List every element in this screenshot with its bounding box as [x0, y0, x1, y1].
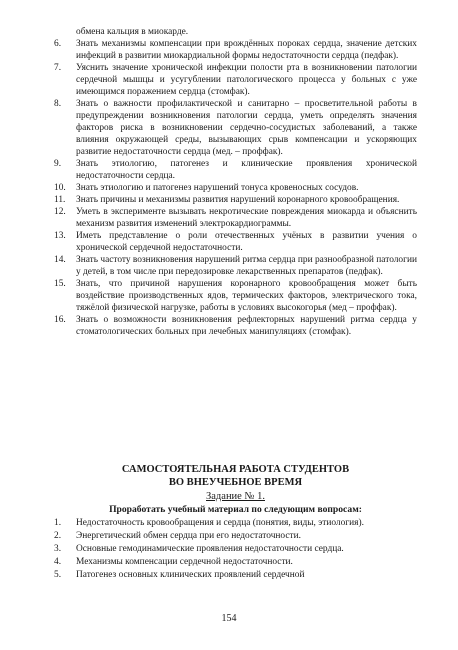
item-text: Уяснить значение хронической инфекции полости рта в возникновении патологии сердечной мышцы и усугублении патологического процесса у больных с уже имеющимся поражением сердца (стомфак). [76, 63, 417, 97]
list-item [54, 278, 417, 314]
list-item [54, 517, 417, 529]
list-item [54, 314, 417, 338]
item-number: 15. [54, 279, 66, 289]
objectives-list [54, 38, 417, 338]
item-number: 2. [54, 531, 62, 541]
item-text: Знать этиологию и патогенез нарушений тонуса кровеносных сосудов. [76, 183, 359, 193]
item-number: 14. [54, 255, 66, 265]
item-text: Недостаточность кровообращения и сердца (понятия, виды, этиология). [76, 518, 364, 528]
list-item [54, 530, 417, 542]
item-text: Знать частоту возникновения нарушений ритма сердца при разнообразной патологии у детей, в том числе при передозировке лекарственных препаратов (педфак). [76, 255, 417, 277]
item-text: Механизмы компенсации сердечной недостаточности. [76, 557, 293, 567]
list-item [54, 38, 417, 62]
item-number: 6. [54, 39, 62, 49]
list-item [54, 182, 417, 194]
continuation-text: обмена кальция в миокарде. [76, 27, 189, 37]
list-item [54, 543, 417, 555]
item-text: Патогенез основных клинических проявлений сердечной [76, 570, 305, 580]
item-text: Основные гемодинамические проявления недостаточности сердца. [76, 544, 344, 554]
item-number: 8. [54, 99, 62, 109]
list-item [54, 230, 417, 254]
list-item [54, 62, 417, 98]
item-text: Знать этиологию, патогенез и клинические проявления хронической недостаточности сердца. [76, 159, 417, 181]
section-title-line-1: САМОСТОЯТЕЛЬНАЯ РАБОТА СТУДЕНТОВ [121, 464, 350, 475]
item-number: 3. [54, 544, 62, 554]
item-text: Иметь представление о роли отечественных учёных в развитии учения о хронической сердечной недостаточности. [76, 231, 417, 253]
list-item [54, 98, 417, 158]
list-item [54, 194, 417, 206]
task-subtitle: Проработать учебный материал по следующим вопросам: [109, 504, 362, 515]
section-title-line-2: ВО ВНЕУЧЕБНОЕ ВРЕМЯ [168, 477, 303, 488]
list-item [54, 556, 417, 568]
item-text: Знать о важности профилактической и санитарно – просветительной работы в предупреждении возникновения патологии сердца, уметь определять значения факторов риска в возникновении сердечно-сосудистых заболеваний, а также влияния окружающей среды, вызывающих срыв компенсации и ускоряющих развитие недостаточности сердца (мед. – проффак). [76, 99, 417, 157]
item-number: 1. [54, 518, 62, 528]
item-number: 5. [54, 570, 62, 580]
item-text: Энергетический обмен сердца при его недостаточности. [76, 531, 301, 541]
list-item [54, 254, 417, 278]
item-number: 11. [54, 195, 66, 205]
item-number: 16. [54, 315, 66, 325]
item-text: Знать механизмы компенсации при врождённых пороках сердца, значение детских инфекций в развитии миокардиальной формы недостаточности сердца (педфак). [76, 39, 417, 61]
item-number: 13. [54, 231, 66, 241]
task-label: Задание № 1. [206, 491, 265, 502]
item-number: 10. [54, 183, 66, 193]
list-item [54, 158, 417, 182]
item-text: Знать причины и механизмы развития нарушений коронарного кровообращения. [76, 195, 400, 205]
item-text: Знать, что причиной нарушения коронарного кровообращения может быть воздействие производственных ядов, термических факторов, электрического тока, тяжёлой физической нагрузке, работы в условиях высокогорья (мед – проффак). [76, 279, 417, 313]
questions-list [54, 517, 417, 582]
item-number: 12. [54, 207, 66, 217]
list-item [54, 569, 417, 581]
item-number: 4. [54, 557, 62, 567]
item-text: Знать о возможности возникновения рефлекторных нарушений ритма сердца у стоматологических больных при лечебных манипуляциях (стомфак). [76, 315, 417, 337]
item-number: 9. [54, 159, 62, 169]
list-item [54, 206, 417, 230]
item-number: 7. [54, 63, 62, 73]
item-text: Уметь в эксперименте вызывать некротические повреждения миокарда и объяснить механизм развития изменений электрокардиограммы. [76, 207, 417, 229]
page-number: 154 [221, 613, 237, 624]
